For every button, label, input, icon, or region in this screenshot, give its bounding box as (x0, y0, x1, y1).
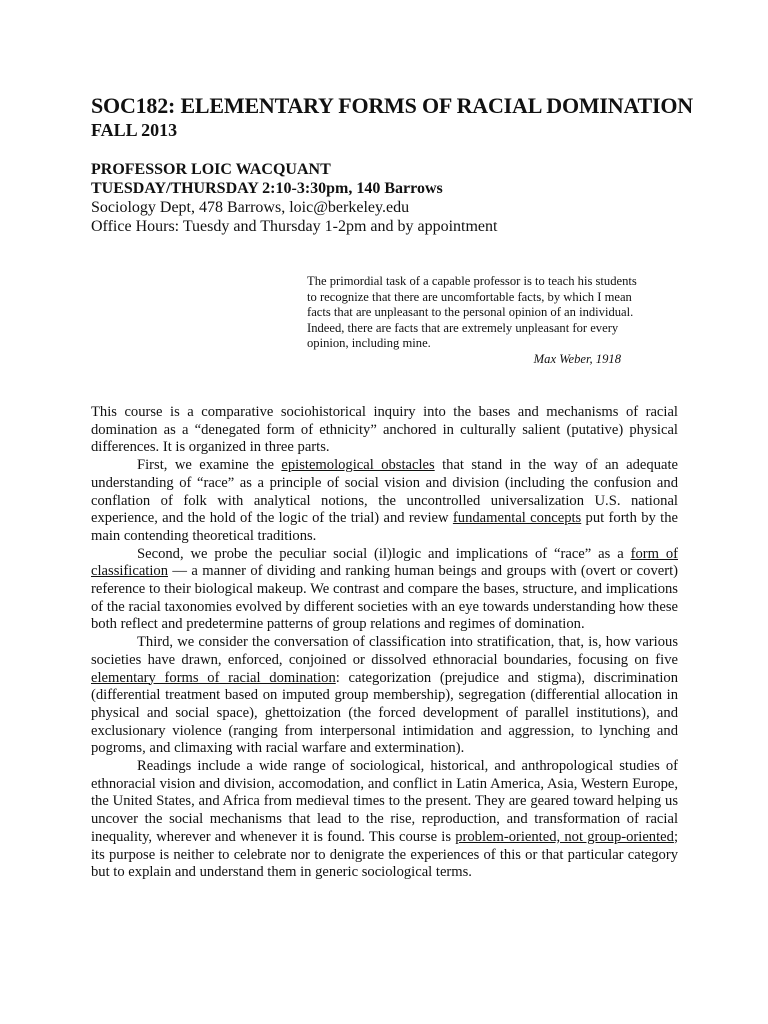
paragraph-part-three (91, 634, 678, 758)
office-hours: Office Hours: Tuesdy and Thursday 1-2pm and by appointment (91, 218, 498, 235)
underlined-term: elementary forms of racial domination (91, 669, 336, 686)
paragraph-text: Readings include a wide range of sociological, historical, and anthropological studies of ethnoracial vision and division, accomodation, and conflict in Latin America, Asia, Western Europe, the United States, and Africa from medieval times to the present. They are geared toward helping us uncover the social mechanisms that lead to the rise, reproduction, and transformation of racial inequality, wherever and whenever it is found. This course is (91, 758, 678, 845)
underlined-term: fundamental concepts (452, 510, 582, 527)
underlined-term: problem-oriented, not group-oriented (455, 828, 674, 845)
paragraph-text: put forth by the main contending theoretical traditions. (91, 510, 678, 544)
paragraph-text: — a manner of dividing and ranking human beings and groups with (overt or covert) reference to their biological makeup. We contrast and compare the bases, structure, and implications of the racial taxonomies evolved by different societies with an eye towards understanding how these both reflect and predetermine patterns of group relations and regimes of domination. (91, 563, 678, 633)
underlined-term: form of classification (91, 545, 678, 580)
course-term: FALL 2013 (91, 120, 178, 140)
department-contact: Sociology Dept, 478 Barrows, loic@berkeley.edu (91, 199, 410, 216)
paragraph-text: ; its purpose is neither to celebrate nor to denigrate the experiences of this or that particular category but to explain and understand them in generic sociological terms. (91, 828, 678, 881)
underlined-term: epistemological obstacles (281, 457, 435, 474)
course-description (91, 404, 678, 882)
paragraph-part-two (91, 546, 678, 635)
epigraph-line: to recognize that there are uncomfortable facts, by which I mean (307, 289, 632, 304)
epigraph-line: Indeed, there are facts that are extremely unpleasant for every (307, 320, 619, 335)
paragraph-text: : categorization (prejudice and stigma), discrimination (differential treatment based on imputed group membership), segregation (differential allocation in physical and social space), ghettoization (the forced development of parallel institutions), and exclusionary violence (ranging from interpersonal intimidation and aggression, to lynching and pogroms, and climaxing with racial warfare and extermination). (91, 669, 678, 757)
epigraph-quote (307, 274, 657, 367)
professor-name: PROFESSOR LOIC WACQUANT (91, 161, 331, 178)
class-schedule: TUESDAY/THURSDAY 2:10-3:30pm, 140 Barrows (91, 180, 443, 197)
course-info (91, 160, 711, 236)
paragraph-text: First, we examine the (137, 457, 282, 474)
paragraph-part-one (91, 457, 678, 546)
paragraph-intro: This course is a comparative sociohistorical inquiry into the bases and mechanisms of racial domination as a “denegated form of ethnicity” anchored in culturally salient (putative) physical differences. It is organized in three parts. (91, 404, 678, 456)
epigraph-attribution: Max Weber, 1918 (533, 351, 621, 366)
epigraph-line: opinion, including mine. (307, 336, 431, 350)
epigraph-line: The primordial task of a capable professor is to teach his students (307, 274, 637, 288)
paragraph-text: Second, we probe the peculiar social (il)logic and implications of “race” as a (137, 545, 631, 562)
course-title: SOC182: ELEMENTARY FORMS OF RACIAL DOMINATION (91, 93, 693, 118)
epigraph-line: facts that are unpleasant to the personal opinion of an individual. (307, 305, 634, 319)
paragraph-text: Third, we consider the conversation of classification into stratification, that, is, how various societies have drawn, enforced, conjoined or dissolved ethnoracial boundaries, focusing on five (91, 634, 678, 668)
paragraph-text: that stand in the way of an adequate understanding of “race” as a principle of social vision and division (including the confusion and conflation of folk with analytical notions, the uncontrolled universalization U.S. national experience, and the hold of the logic of the trial) and review (91, 457, 678, 527)
paragraph-readings (91, 758, 678, 882)
